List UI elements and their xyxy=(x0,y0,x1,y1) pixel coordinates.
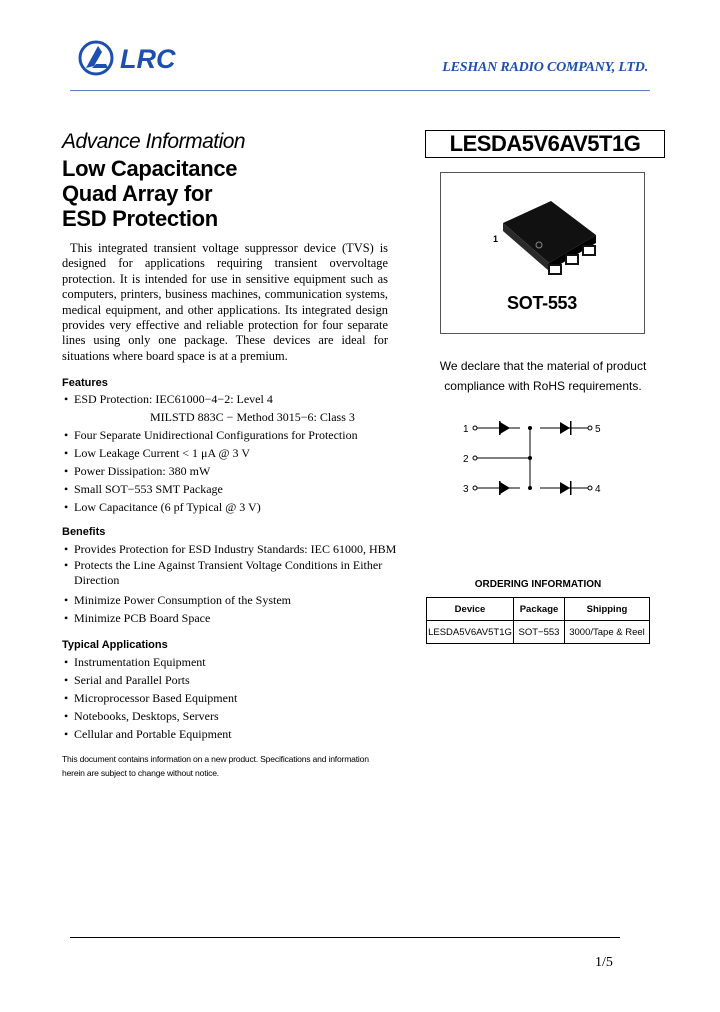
table-header-row xyxy=(427,598,650,621)
part-number: LESDA5V6AV5T1G xyxy=(425,130,665,158)
list-item: • ESD Protection: IEC61000−4−2: Level 4 xyxy=(62,390,358,408)
pin-label-1: 1 xyxy=(463,424,469,435)
list-item: • Power Dissipation: 380 mW xyxy=(62,462,358,480)
features-list xyxy=(62,390,358,516)
list-item: • Cellular and Portable Equipment xyxy=(62,725,237,743)
list-item: • Instrumentation Equipment xyxy=(62,653,237,671)
pin-label-2: 2 xyxy=(463,454,469,465)
list-item: MILSTD 883C − Method 3015−6: Class 3 xyxy=(150,410,355,424)
ordering-information-title: ORDERING INFORMATION xyxy=(474,579,602,590)
list-item: • Notebooks, Desktops, Servers xyxy=(62,707,237,725)
list-item: • Low Capacitance (6 pf Typical @ 3 V) xyxy=(62,498,358,516)
footnote-line-1: This document contains information on a new product. Specifications and information xyxy=(62,754,369,764)
circuit-diagram xyxy=(455,410,615,500)
rohs-declaration xyxy=(430,356,656,396)
list-item: • Low Leakage Current < 1 μA @ 3 V xyxy=(62,444,358,462)
company-name: LESHAN RADIO COMPANY, LTD. xyxy=(442,60,648,75)
applications-list xyxy=(62,653,237,743)
title-line-3: ESD Protection xyxy=(62,206,218,231)
applications-heading: Typical Applications xyxy=(62,639,168,651)
footnote-line-2: herein are subject to change without notice. xyxy=(62,768,219,778)
list-item: • Minimize Power Consumption of the System xyxy=(62,591,396,609)
advance-information-label: Advance Information xyxy=(62,130,246,153)
benefits-list xyxy=(62,540,396,627)
column-header-device: Device xyxy=(427,598,514,621)
title-line-1: Low Capacitance xyxy=(62,156,238,181)
list-item: • Provides Protection for ESD Industry Standards: IEC 61000, HBM xyxy=(62,540,396,558)
benefits-heading: Benefits xyxy=(62,526,106,538)
device-cell: LESDA5V6AV5T1G xyxy=(427,621,514,644)
shipping-cell: 3000/Tape & Reel xyxy=(565,621,650,644)
column-header-package: Package xyxy=(514,598,565,621)
pin-one-mark: 1 xyxy=(493,234,499,244)
list-item: • Four Separate Unidirectional Configurations for Protection xyxy=(62,426,358,444)
title-line-2: Quad Array for xyxy=(62,181,213,206)
header-divider xyxy=(70,90,650,91)
list-item: • Serial and Parallel Ports xyxy=(62,671,237,689)
lrc-logo xyxy=(78,38,208,78)
list-item: • Protects the Line Against Transient Voltage Conditions in Either xyxy=(62,558,396,573)
declaration-line-1: We declare that the material of product xyxy=(439,359,647,373)
list-item: • Minimize PCB Board Space xyxy=(62,609,396,627)
list-item: • Small SOT−553 SMT Package xyxy=(62,480,358,498)
ordering-table xyxy=(426,597,650,644)
pin-label-4: 4 xyxy=(595,484,601,495)
package-cell: SOT−553 xyxy=(514,621,565,644)
list-item: • Microprocessor Based Equipment xyxy=(62,689,237,707)
footnote xyxy=(62,752,382,780)
sot553-package-icon xyxy=(441,173,644,333)
features-heading: Features xyxy=(62,377,108,389)
list-item: Direction xyxy=(74,573,120,587)
pin-label-3: 3 xyxy=(463,484,469,495)
logo-text: LRC xyxy=(120,44,176,74)
column-header-shipping: Shipping xyxy=(565,598,650,621)
page-number: 1/5 xyxy=(595,955,613,970)
table-row xyxy=(427,621,650,644)
pin-label-5: 5 xyxy=(595,424,601,435)
footer-divider xyxy=(70,937,620,938)
declaration-line-2: compliance with RoHS requirements. xyxy=(444,379,642,393)
package-name: SOT-553 xyxy=(507,293,577,313)
intro-paragraph: This integrated transient voltage suppressor device (TVS) is designed for applications requiring transient overvoltage protection. It is intended for use in sensitive equipment such as computers, printers, business machines, communication systems, medical equipment, and other applications. Its integrated design provides very effective and reliable protection for four separate lines using only one package. These devices are ideal for situations where board space is at a premium. xyxy=(62,241,388,363)
package-image-box xyxy=(440,172,645,334)
